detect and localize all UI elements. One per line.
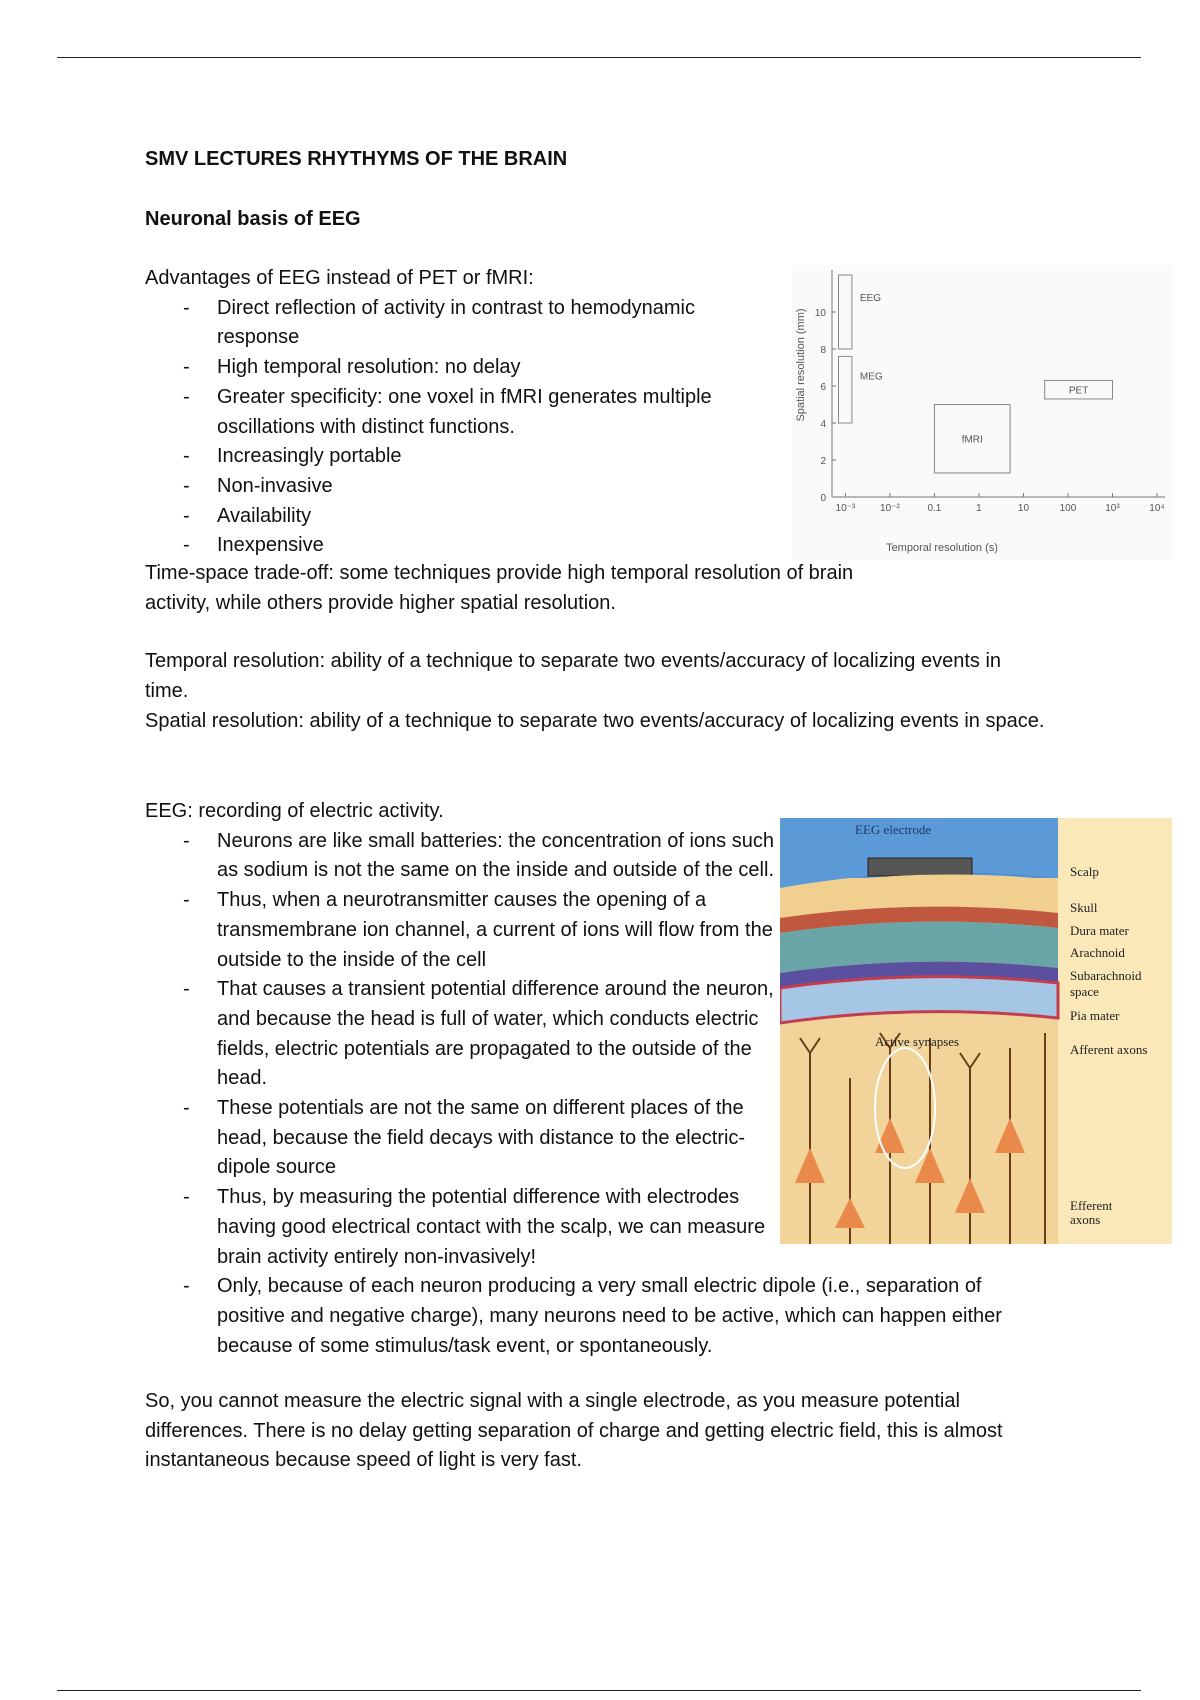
list-item: - Inexpensive <box>145 531 775 561</box>
region-meg <box>839 356 852 423</box>
label-pia: Pia mater <box>1070 1008 1120 1023</box>
list-item: - That causes a transient potential difference around the neuron, and because the head is full of water, which conducts electric fields, electric potentials are propagated to the outside of the head. <box>145 975 777 1094</box>
conclusion-paragraph: So, you cannot measure the electric signal with a single electrode, as you measure potential differences. There is no delay getting separation of charge and getting electric field, this is almost instantaneous because speed of light is very fast. <box>145 1390 1003 1472</box>
resolution-chart <box>792 265 1173 560</box>
label-skull: Skull <box>1070 900 1098 915</box>
y-tick-label: 6 <box>820 382 826 393</box>
x-tick-label: 100 <box>1059 503 1077 514</box>
list-item: - Non-invasive <box>145 472 775 502</box>
document-title: SMV LECTURES RHYTHYMS OF THE BRAIN <box>145 148 568 170</box>
region-label: MEG <box>859 371 883 383</box>
list-item: - Neurons are like small batteries: the concentration of ions such as sodium is not the same on the inside and outside of the cell. <box>145 827 777 886</box>
label-space: space <box>1070 984 1099 999</box>
label-afferent: Afferent axons <box>1070 1042 1148 1057</box>
list-item: - High temporal resolution: no delay <box>145 353 775 383</box>
section-heading: Neuronal basis of EEG <box>145 208 361 230</box>
x-tick-label: 10⁻² <box>880 503 900 514</box>
temporal-definition: Temporal resolution: ability of a technique to separate two events/accuracy of localizing events in time. <box>145 650 1002 702</box>
list-item: - Only, because of each neuron producing a very small electric dipole (i.e., separation of positive and negative charge), many neurons need to be active, which can happen either because of some stimulus/task event, or spontaneously. <box>145 1272 1047 1361</box>
x-tick-label: 0.1 <box>927 503 942 514</box>
eeg-anatomy-diagram <box>780 818 1172 1244</box>
list-item: - Thus, when a neurotransmitter causes the opening of a transmembrane ion channel, a current of ions will flow from the outside to the inside of the cell <box>145 886 777 975</box>
label-dura: Dura mater <box>1070 923 1129 938</box>
advantages-intro: Advantages of EEG instead of PET or fMRI: <box>145 267 534 289</box>
x-axis-label: Temporal resolution (s) <box>886 542 998 554</box>
tradeoff-paragraph: Time-space trade-off: some techniques provide high temporal resolution of brain activity, while others provide higher spatial resolution. <box>145 562 854 614</box>
x-tick-label: 10⁴ <box>1149 503 1165 514</box>
label-subarachnoid: Subarachnoid <box>1070 968 1142 983</box>
y-tick-label: 0 <box>820 493 826 504</box>
region-label: PET <box>1068 385 1089 397</box>
spatial-definition: Spatial resolution: ability of a technique to separate two events/accuracy of localizing events in space. <box>145 710 1045 732</box>
electrode-icon <box>868 858 972 876</box>
list-item: - Thus, by measuring the potential difference with electrodes having good electrical contact with the scalp, we can measure brain activity entirely non-invasively! <box>145 1183 777 1272</box>
y-tick-label: 8 <box>820 345 826 356</box>
x-tick-label: 1 <box>976 503 982 514</box>
x-tick-label: 10³ <box>1105 503 1120 514</box>
chart-svg <box>792 265 1173 560</box>
list-item: - Greater specificity: one voxel in fMRI generates multiple oscillations with distinct functions. <box>145 383 775 442</box>
x-tick-label: 10⁻³ <box>835 503 856 514</box>
y-tick-label: 2 <box>820 456 826 467</box>
region-label: EEG <box>859 292 882 304</box>
label-scalp: Scalp <box>1070 864 1099 879</box>
x-tick-label: 10 <box>1017 503 1030 514</box>
y-axis-label: Spatial resolution (mm) <box>795 308 807 422</box>
list-item: - These potentials are not the same on different places of the head, because the field decays with distance to the electric-dipole source <box>145 1094 777 1183</box>
advantages-list <box>145 294 775 561</box>
region-label: fMRI <box>961 434 983 446</box>
bottom-rule <box>57 1690 1141 1691</box>
label-axons: axons <box>1070 1212 1101 1227</box>
region-eeg <box>839 275 852 349</box>
y-tick-label: 10 <box>814 308 826 319</box>
top-rule <box>57 57 1141 58</box>
y-tick-label: 4 <box>820 419 826 430</box>
eeg-intro: EEG: recording of electric activity. <box>145 800 444 822</box>
list-item: - Increasingly portable <box>145 442 775 472</box>
electrode-label: EEG electrode <box>855 822 932 837</box>
advantages-block <box>145 264 775 561</box>
list-item: - Availability <box>145 502 775 532</box>
list-item: - Direct reflection of activity in contrast to hemodynamic response <box>145 294 775 353</box>
active-synapses-label: Active synapses <box>875 1034 960 1049</box>
label-arachnoid: Arachnoid <box>1070 945 1125 960</box>
diagram-svg <box>780 818 1172 1244</box>
label-efferent: Efferent <box>1070 1198 1113 1213</box>
